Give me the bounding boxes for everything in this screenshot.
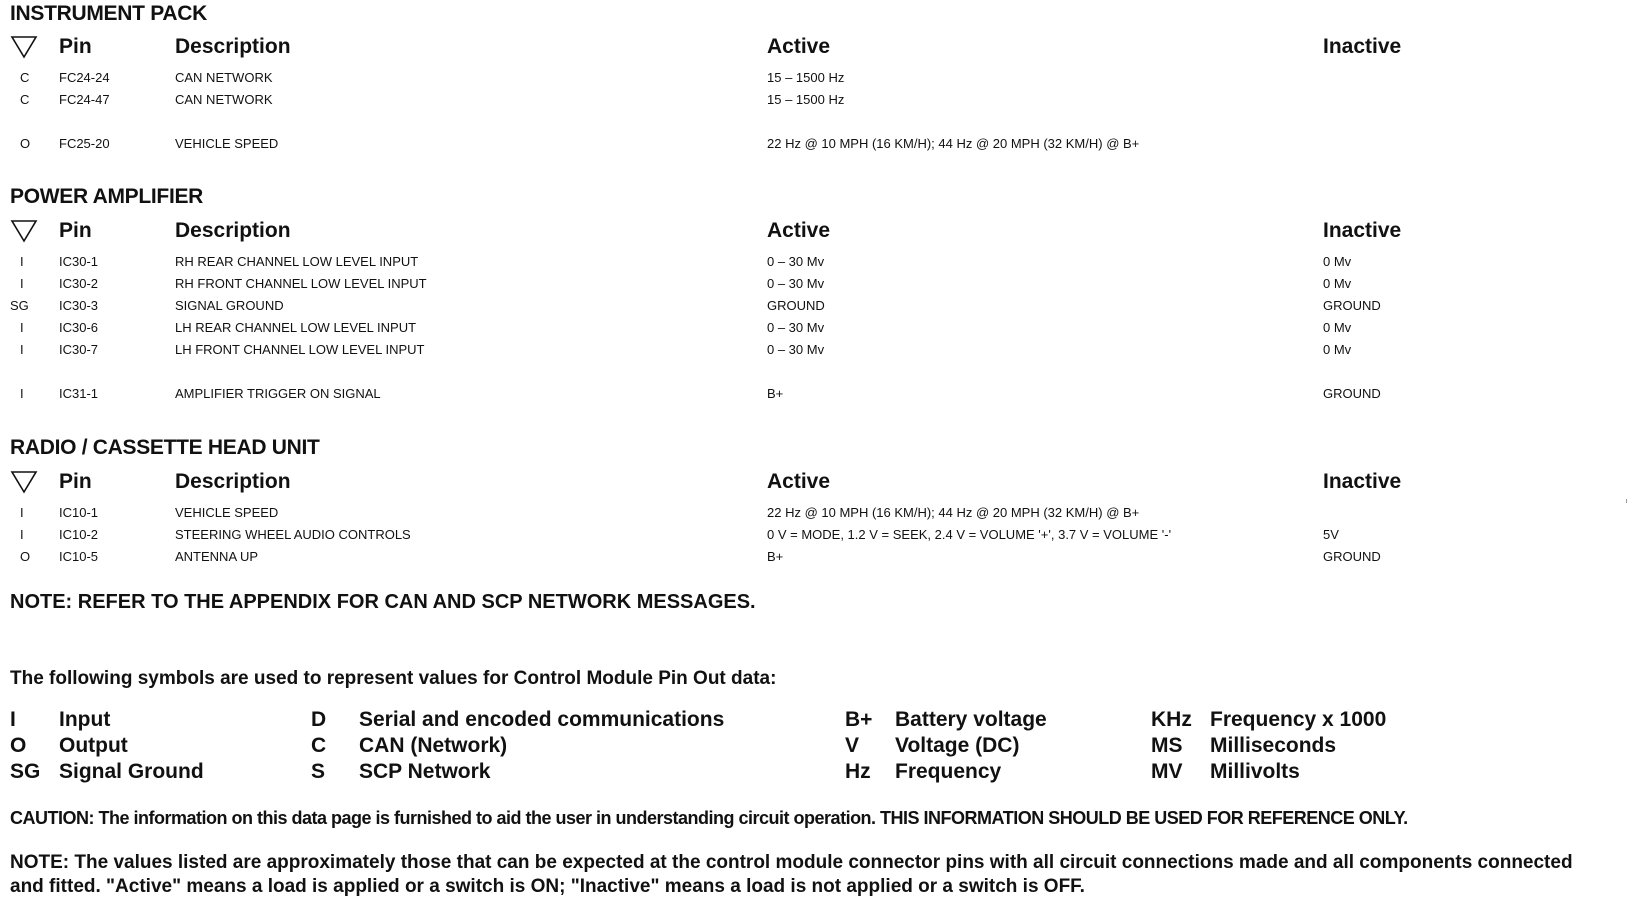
col-header-description: Description [175,470,291,493]
row-inactive: 0 Mv [1323,254,1352,269]
legend-text: Milliseconds [1210,734,1337,757]
legend-code: I [10,708,16,731]
triangle-symbol-icon [10,219,38,243]
row-active: 0 – 30 Mv [767,342,825,357]
legend-code: B+ [845,708,873,731]
row-pin: IC10-2 [59,527,99,542]
row-symbol: I [20,527,24,542]
legend-code: KHz [1151,708,1192,731]
row-description: LH FRONT CHANNEL LOW LEVEL INPUT [175,342,425,357]
row-active: 22 Hz @ 10 MPH (16 KM/H); 44 Hz @ 20 MPH (32 KM/H) @ B+ [767,136,1140,151]
row-inactive: 0 Mv [1323,342,1352,357]
row-symbol: C [20,92,30,107]
row-symbol: C [20,70,30,85]
col-header-pin: Pin [59,219,92,242]
row-pin: IC30-2 [59,276,99,291]
row-inactive: GROUND [1323,386,1381,401]
legend-text: Signal Ground [59,760,204,783]
margin-tick-mark [1626,499,1627,503]
row-active: B+ [767,386,784,401]
row-active: 0 – 30 Mv [767,254,825,269]
col-header-pin: Pin [59,35,92,58]
row-active: 22 Hz @ 10 MPH (16 KM/H); 44 Hz @ 20 MPH (32 KM/H) @ B+ [767,505,1140,520]
row-pin: IC30-7 [59,342,99,357]
legend-text: SCP Network [359,760,491,783]
row-pin: IC10-5 [59,549,99,564]
row-pin: IC30-6 [59,320,99,335]
section-title-instrument-pack: INSTRUMENT PACK [10,2,207,25]
legend-code: S [311,760,326,783]
section-title-power-amplifier: POWER AMPLIFIER [10,185,204,208]
caution-text: CAUTION: The information on this data page is furnished to aid the user in understanding circuit operation. THIS INFORMATION SHOULD BE USED FOR REFERENCE ONLY. [10,808,1408,828]
legend-code: MS [1151,734,1183,757]
row-inactive: GROUND [1323,298,1381,313]
legend-code: Hz [845,760,871,783]
row-description: CAN NETWORK [175,70,273,85]
col-header-active: Active [767,35,831,58]
legend-code: V [845,734,860,757]
row-symbol: SG [10,298,29,313]
row-description: VEHICLE SPEED [175,505,279,520]
row-symbol: I [20,342,24,357]
col-header-active: Active [767,470,831,493]
row-description: VEHICLE SPEED [175,136,279,151]
row-inactive: 0 Mv [1323,276,1352,291]
row-description: RH FRONT CHANNEL LOW LEVEL INPUT [175,276,427,291]
col-header-description: Description [175,35,291,58]
legend-text: Frequency [895,760,1002,783]
row-description: AMPLIFIER TRIGGER ON SIGNAL [175,386,381,401]
legend-text: CAN (Network) [359,734,508,757]
col-header-inactive: Inactive [1323,219,1402,242]
section-title-radio-cassette: RADIO / CASSETTE HEAD UNIT [10,436,320,459]
row-symbol: O [20,136,31,151]
row-symbol: I [20,505,24,520]
row-description: LH REAR CHANNEL LOW LEVEL INPUT [175,320,417,335]
col-header-inactive: Inactive [1323,35,1402,58]
row-pin: FC24-47 [59,92,110,107]
values-note: NOTE: The values listed are approximately those that can be expected at the control module connector pins with all circuit connections made and all components connected and fitted. "Active" means a load is applied or a switch is ON; "Inactive" means a load is not applied or a switch is OFF. [10,852,1573,897]
legend-text: Serial and encoded communications [359,708,725,731]
row-symbol: I [20,254,24,269]
row-description: CAN NETWORK [175,92,273,107]
col-header-description: Description [175,219,291,242]
row-symbol: I [20,386,24,401]
row-symbol: I [20,320,24,335]
row-inactive: 0 Mv [1323,320,1352,335]
row-inactive: 5V [1323,527,1339,542]
row-inactive: GROUND [1323,549,1381,564]
legend-text: Input [59,708,111,731]
row-active: B+ [767,549,784,564]
row-active: 15 – 1500 Hz [767,92,845,107]
legend-text: Battery voltage [895,708,1047,731]
legend-code: MV [1151,760,1183,783]
row-active: GROUND [767,298,825,313]
legend-code: D [311,708,327,731]
row-active: 0 – 30 Mv [767,276,825,291]
row-description: RH REAR CHANNEL LOW LEVEL INPUT [175,254,419,269]
col-header-active: Active [767,219,831,242]
legend-code: C [311,734,327,757]
legend-text: Frequency x 1000 [1210,708,1387,731]
triangle-symbol-icon [10,35,38,59]
col-header-inactive: Inactive [1323,470,1402,493]
row-description: SIGNAL GROUND [175,298,284,313]
legend-code: SG [10,760,41,783]
row-description: STEERING WHEEL AUDIO CONTROLS [175,527,411,542]
triangle-symbol-icon [10,470,38,494]
legend-code: O [10,734,27,757]
row-symbol: I [20,276,24,291]
appendix-note: NOTE: REFER TO THE APPENDIX FOR CAN AND SCP NETWORK MESSAGES. [10,591,756,613]
row-active: 15 – 1500 Hz [767,70,845,85]
legend-intro: The following symbols are used to represent values for Control Module Pin Out data: [10,668,777,689]
row-pin: IC10-1 [59,505,99,520]
row-active: 0 – 30 Mv [767,320,825,335]
row-pin: IC30-1 [59,254,99,269]
row-pin: IC31-1 [59,386,99,401]
row-symbol: O [20,549,31,564]
row-pin: FC25-20 [59,136,110,151]
legend-text: Voltage (DC) [895,734,1020,757]
legend-text: Output [59,734,128,757]
row-description: ANTENNA UP [175,549,259,564]
col-header-pin: Pin [59,470,92,493]
legend-text: Millivolts [1210,760,1300,783]
row-pin: FC24-24 [59,70,110,85]
row-active: 0 V = MODE, 1.2 V = SEEK, 2.4 V = VOLUME '+', 3.7 V = VOLUME '-' [767,527,1172,542]
row-pin: IC30-3 [59,298,99,313]
